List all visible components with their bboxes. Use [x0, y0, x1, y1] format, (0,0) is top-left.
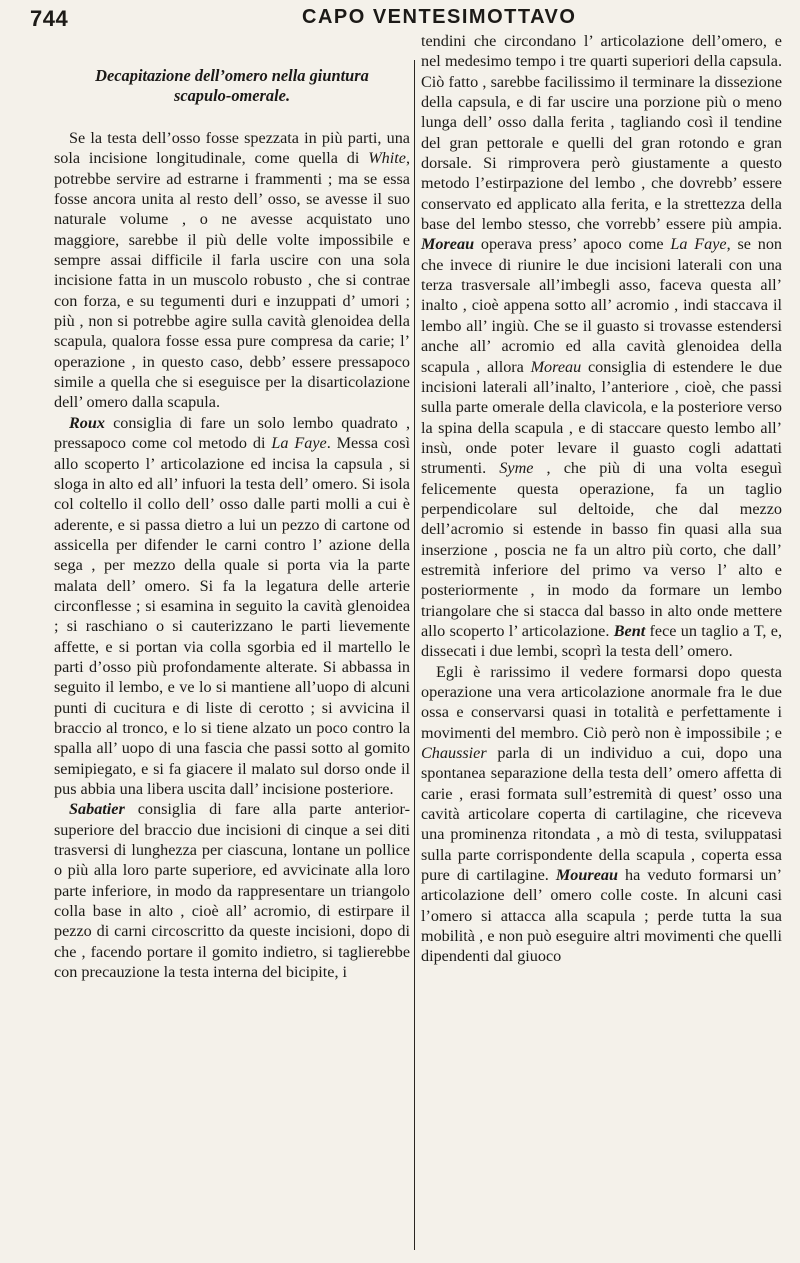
author-name: Chaussier	[421, 744, 487, 763]
author-name: Moreau	[530, 357, 582, 376]
author-name: Moureau	[555, 866, 618, 885]
author-name: Syme	[499, 459, 534, 478]
left-column	[54, 66, 410, 982]
right-column	[421, 31, 782, 967]
paragraph: Roux consiglia di fare un solo lembo quadrato , pressapoco come col metodo di La Faye. Messa così allo scoperto l’ articolazione ed incisa la capsula , si sloga in alto ed all’ infuori la testa dell’ omero. Si isola col coltello il collo dell’ osso dalle parti molli a cui è aderente, e si passa dietro a lui un pezzo di cartone od assicella per difender le carni contro l’ azione della sega , per mezzo della quale si porta via la parte malata dell’ omero. Si fa la legatura delle arterie circonflesse ; si esamina in seguito la cavità glenoidea ; si raschiano o si cauterizzano le parti lievemente affette, e si portan via colla sgorbia ed il martello le parti d’osso più profondamente alterate. Si abbassa in seguito il lembo, e ve lo si mantiene all’uopo di alcuni punti di cucitura e di liste di cerotto ; si avvicina il braccio al tronco, e lo si tiene alzato un poco contro la spalla all’ uopo di una fascia che passi sotto al gomito semipiegato, e si fa giacere il malato sul dorso onde il pus abbia una libera uscita dall’ incisione posteriore.	[54, 413, 410, 798]
author-name: Bent	[613, 621, 646, 640]
section-title	[54, 66, 410, 106]
section-title-line-1: Decapitazione dell’omero nella giuntura	[95, 66, 369, 85]
author-name: Sabatier	[69, 800, 125, 819]
paragraph: Egli è rarissimo il vedere formarsi dopo questa operazione una vera articolazione anormale fra le due ossa e conservarsi quasi in totalità e perfettamente i movimenti del membro. Ciò però non è impossibile ; e Chaussier parla di un individuo a cui, dopo una spontanea separazione della testa dell’ omero affetta di carie , erasi formata sull’estremità di quest’ osso una cavità articolare coperta di cartilagine, che riceveva una prominenza ritondata , a mò di testa, sviluppatasi sulla parte corrispondente della scapula , coperta essa pure di cartilagine. Moureau ha veduto formarsi un’ articolazione dell’ omero colle coste. In alcuni casi l’omero si attacca alla scapula ; perde tutta la sua mobilità , e non può eseguire altri movimenti che quelli dipendenti dal giuoco	[421, 662, 782, 966]
column-divider	[414, 60, 415, 1250]
author-name: White	[368, 149, 406, 168]
page-header	[30, 6, 780, 32]
author-name: Moreau	[421, 235, 475, 254]
paragraph: Sabatier consiglia di fare alla parte anterior-superiore del braccio due incisioni di cinque a sei diti trasversi di lunghezza per ciascuna, lontane un pollice o più alla loro parte superiore, ed avvicinate alla loro parte inferiore, in modo da rappresentare un triangolo colla base in alto , cioè all’ acromio, di estirpare il pezzo di carni circoscritto da queste incisioni, dopo di che , facendo portare il gomito indietro, si taglierebbe con precauzione la testa interna del bicipite, i	[54, 800, 410, 982]
author-name: Roux	[69, 413, 105, 432]
author-name: La Faye	[670, 235, 727, 254]
page-number: 744	[30, 6, 69, 31]
author-name: La Faye	[271, 434, 327, 453]
paragraph: tendini che circondano l’ articolazione dell’omero, e nel medesimo tempo i tre quarti superiori della capsula. Ciò fatto , sarebbe facilissimo il terminare la dissezione della capsula, e di far uscire una porzione più o meno lunga dell’ osso dalla ferita , tagliando così il tendine del gran pettorale e quelli del gran rotondo e gran dorsale. Si rimprovera però giustamente a questo metodo l’estirpazione del lembo , che dovrebb’ essere conservato ed applicato alla ferita, e la strettezza della base del lembo stesso, che vorrebb’ essere più ampia. Moreau operava press’ apoco come La Faye, se non che invece di riunire le due incisioni laterali con una terza trasversale all’imbegli asso, faceva questa all’ inalto , cioè appena sotto all’ acromio , indi staccava il lembo all’ ingiù. Che se il guasto si trovasse estendersi anche all’ acromio ed alla cavità glenoidea della scapula , allora Moreau consiglia di estendere le due incisioni laterali all’inalto, l’anteriore , cioè, che passi sulla parte omerale della clavicola, e la posteriore verso la spina della scapula , e di staccare questo lembo all’ insù, onde poter levare il guasto cogli adattati strumenti. Syme , che più di una volta eseguì felicemente questa operazione, fa un taglio perpendicolare sul deltoide, che dal mezzo dell’acromio si estende in basso fin quasi alla sua inserzione , poscia ne fa un altro più corto, che dall’ estremità inferiore del primo va verso l’ alto e posteriormente , in modo da formare un lembo triangolare che si stacca dal basso in alto onde mettere allo scoperto l’ articolazione. Bent fece un taglio a T, e, dissecati i due lembi, scoprì la testa dell’ omero.	[421, 32, 783, 661]
paragraph: Se la testa dell’osso fosse spezzata in più parti, una sola incisione longitudinale, come quella di White, potrebbe servire ad estrarne i frammenti ; ma se essa fosse ancora unita al resto dell’ osso, se avesse il suo naturale volume , o ne avesse acquistato uno maggiore, sarebbe il più delle volte impossibile e sempre assai difficile il farla uscire con una sola incisione fatta in un muscolo robusto , che si contrae con forza, e su tegumenti duri e inzuppati d’ umori ; più , non si potrebbe agire sulla cavità glenoidea della scapula, qualora fosse essa pure compresa da carie; l’ operazione , in questo caso, debb’ essere pressapoco simile a quella che si eseguisce per la disarticolazione dell’ omero dalla scapula.	[54, 129, 410, 412]
section-title-line-2: scapulo-omerale.	[173, 86, 291, 105]
running-head: CAPO VENTESIMOTTAVO	[302, 6, 577, 28]
